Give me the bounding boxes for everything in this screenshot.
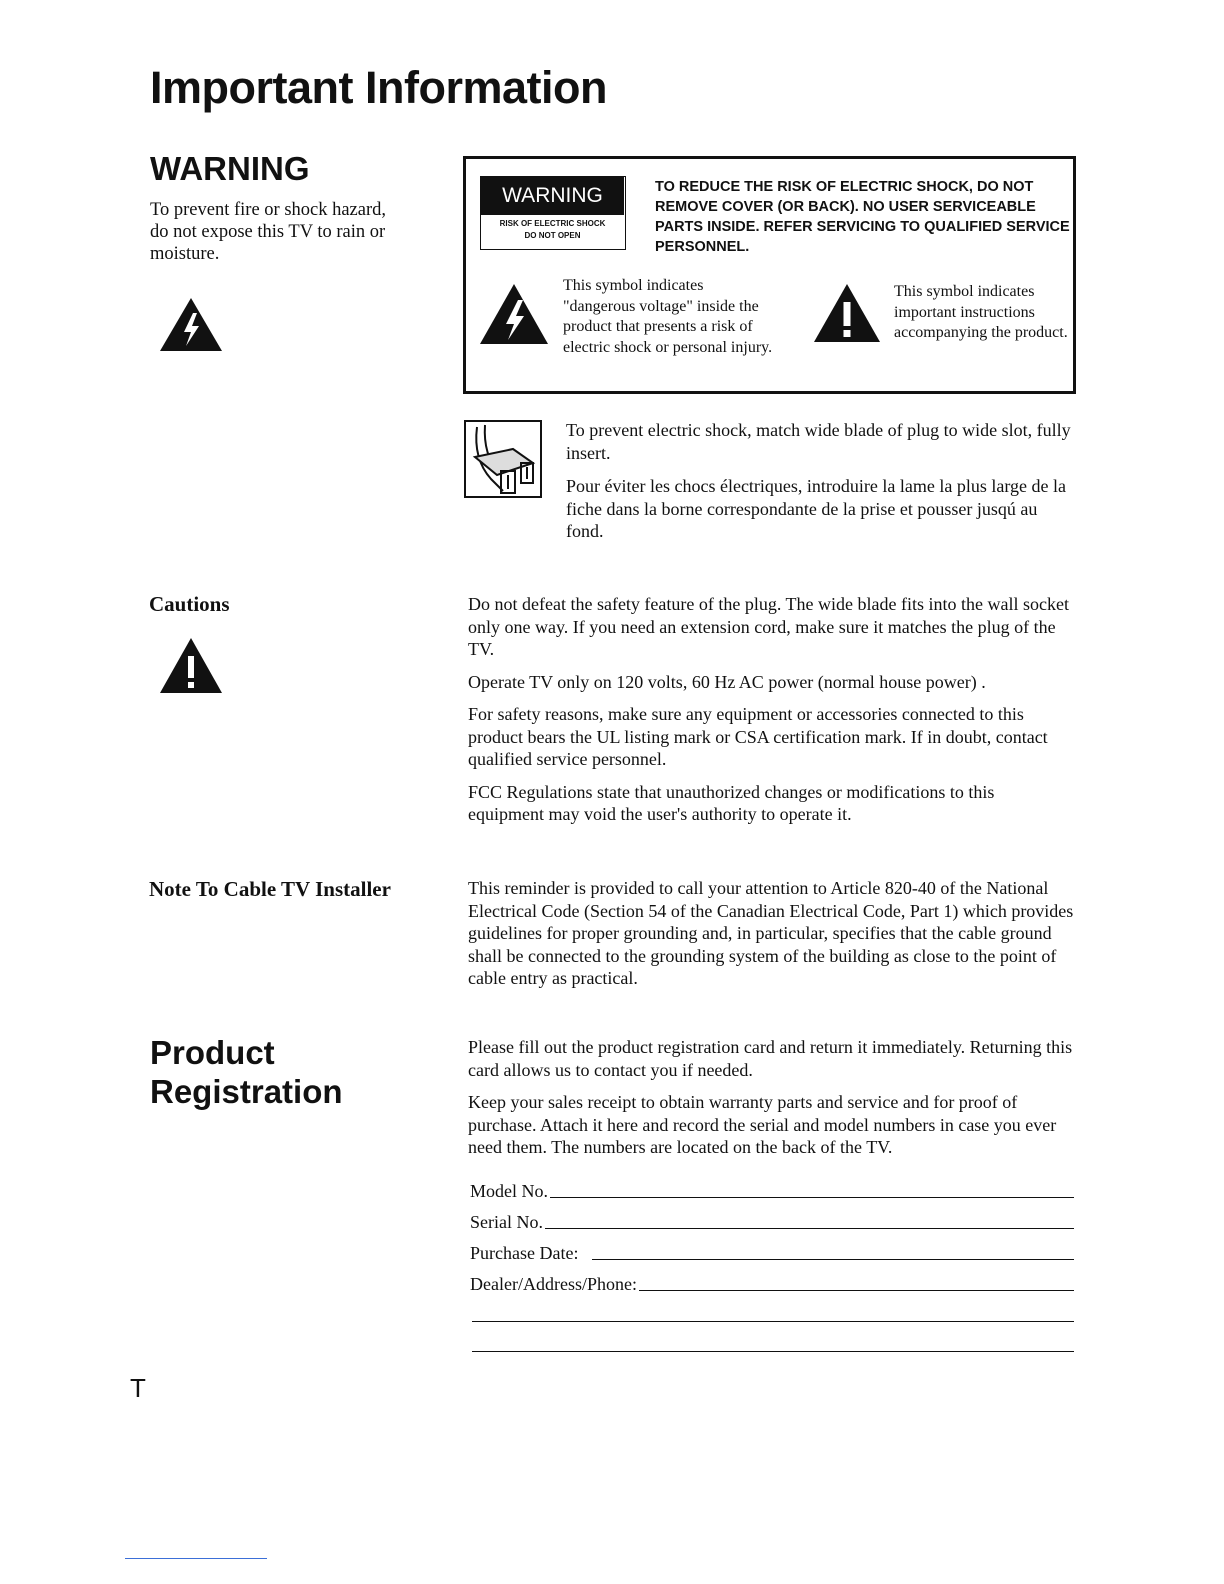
instruction-symbol-text: This symbol indicates important instructions accompanying the product. <box>894 283 1068 341</box>
registration-paragraph: Keep your sales receipt to obtain warranty parts and service and for proof of purchase. Attach it here and record the serial and model numbers in case you ever need them. The numbers are located on the back of the TV. <box>468 1092 1057 1157</box>
dealer-field[interactable] <box>470 1269 1074 1295</box>
cable-installer-heading: Note To Cable TV Installer <box>149 877 391 901</box>
exclamation-triangle-icon <box>812 282 882 349</box>
purchase-date-field[interactable] <box>470 1238 1074 1264</box>
lightning-triangle-icon <box>478 282 550 351</box>
warning-label-sub <box>481 218 624 242</box>
purchase-date-label: Purchase Date: <box>470 1243 579 1263</box>
cable-installer-text: This reminder is provided to call your attention to Article 820-40 of the National Electrical Code (Section 54 of the Canadian Electrical Code, Part 1) which provides guidelines for proper grounding and, in particular, specifies that the cable ground shall be connected to the grounding system of the building as close to the point of cable entry as practical. <box>468 878 1074 988</box>
serial-number-label: Serial No. <box>470 1212 543 1232</box>
plug-icon <box>463 419 553 506</box>
warning-label-sub-line2: DO NOT OPEN <box>524 231 581 240</box>
cautions-heading: Cautions <box>149 592 230 616</box>
caution-paragraph: For safety reasons, make sure any equipment or accessories connected to this product bears the UL listing mark or CSA certification mark. If in doubt, contact qualified service personnel. <box>468 704 1048 769</box>
caution-triangle-icon <box>158 636 224 699</box>
registration-heading <box>150 1033 343 1111</box>
model-number-field[interactable] <box>470 1176 1074 1202</box>
registration-heading-line1: Product <box>150 1034 275 1071</box>
plug-text-fr: Pour éviter les chocs électriques, introduire la lame la plus large de la fiche dans la borne correspondante de la prise et pousser jusqú au fond. <box>566 476 1066 541</box>
warning-label-title: WARNING <box>481 177 624 215</box>
purchase-date-rule <box>592 1259 1074 1260</box>
model-number-label: Model No. <box>470 1181 548 1201</box>
registration-paragraph: Please fill out the product registration card and return it immediately. Returning this card allows us to contact you if needed. <box>468 1037 1073 1080</box>
registration-body <box>468 1036 1076 1169</box>
cautions-body <box>468 593 1073 836</box>
plug-text-en: To prevent electric shock, match wide blade of plug to wide slot, fully insert. <box>566 420 1071 463</box>
serial-number-field[interactable] <box>470 1207 1074 1233</box>
dealer-rule <box>639 1290 1074 1291</box>
blank-line[interactable] <box>472 1351 1074 1352</box>
warning-text: To prevent fire or shock hazard, do not expose this TV to rain or moisture. <box>150 200 387 264</box>
warning-box-text: TO REDUCE THE RISK OF ELECTRIC SHOCK, DO NOT REMOVE COVER (OR BACK). NO USER SERVICEABLE PARTS INSIDE. REFER SERVICING TO QUALIFIED SERVICE PERSONNEL. <box>655 179 1070 255</box>
corner-mark: T <box>130 1373 146 1403</box>
caution-paragraph: FCC Regulations state that unauthorized changes or modifications to this equipment may void the user's authority to operate it. <box>468 781 995 824</box>
blank-line[interactable] <box>472 1321 1074 1322</box>
serial-number-rule <box>545 1228 1074 1229</box>
model-number-rule <box>550 1197 1074 1198</box>
warning-heading: WARNING <box>150 150 310 187</box>
dealer-label: Dealer/Address/Phone: <box>470 1274 637 1294</box>
page-title: Important Information <box>150 62 607 113</box>
warning-triangle-icon <box>158 296 224 357</box>
warning-label <box>480 176 626 250</box>
caution-paragraph: Do not defeat the safety feature of the plug. The wide blade fits into the wall socket only one way. If you need an extension cord, make sure it matches the plug of the TV. <box>468 594 1069 659</box>
warning-label-sub-line1: RISK OF ELECTRIC SHOCK <box>499 219 606 228</box>
registration-heading-line2: Registration <box>150 1073 343 1110</box>
caution-paragraph: Operate TV only on 120 volts, 60 Hz AC power (normal house power) . <box>468 671 986 692</box>
bottom-rule <box>125 1558 267 1559</box>
voltage-symbol-text: This symbol indicates "dangerous voltage" inside the product that presents a risk of electric shock or personal injury. <box>563 277 773 356</box>
